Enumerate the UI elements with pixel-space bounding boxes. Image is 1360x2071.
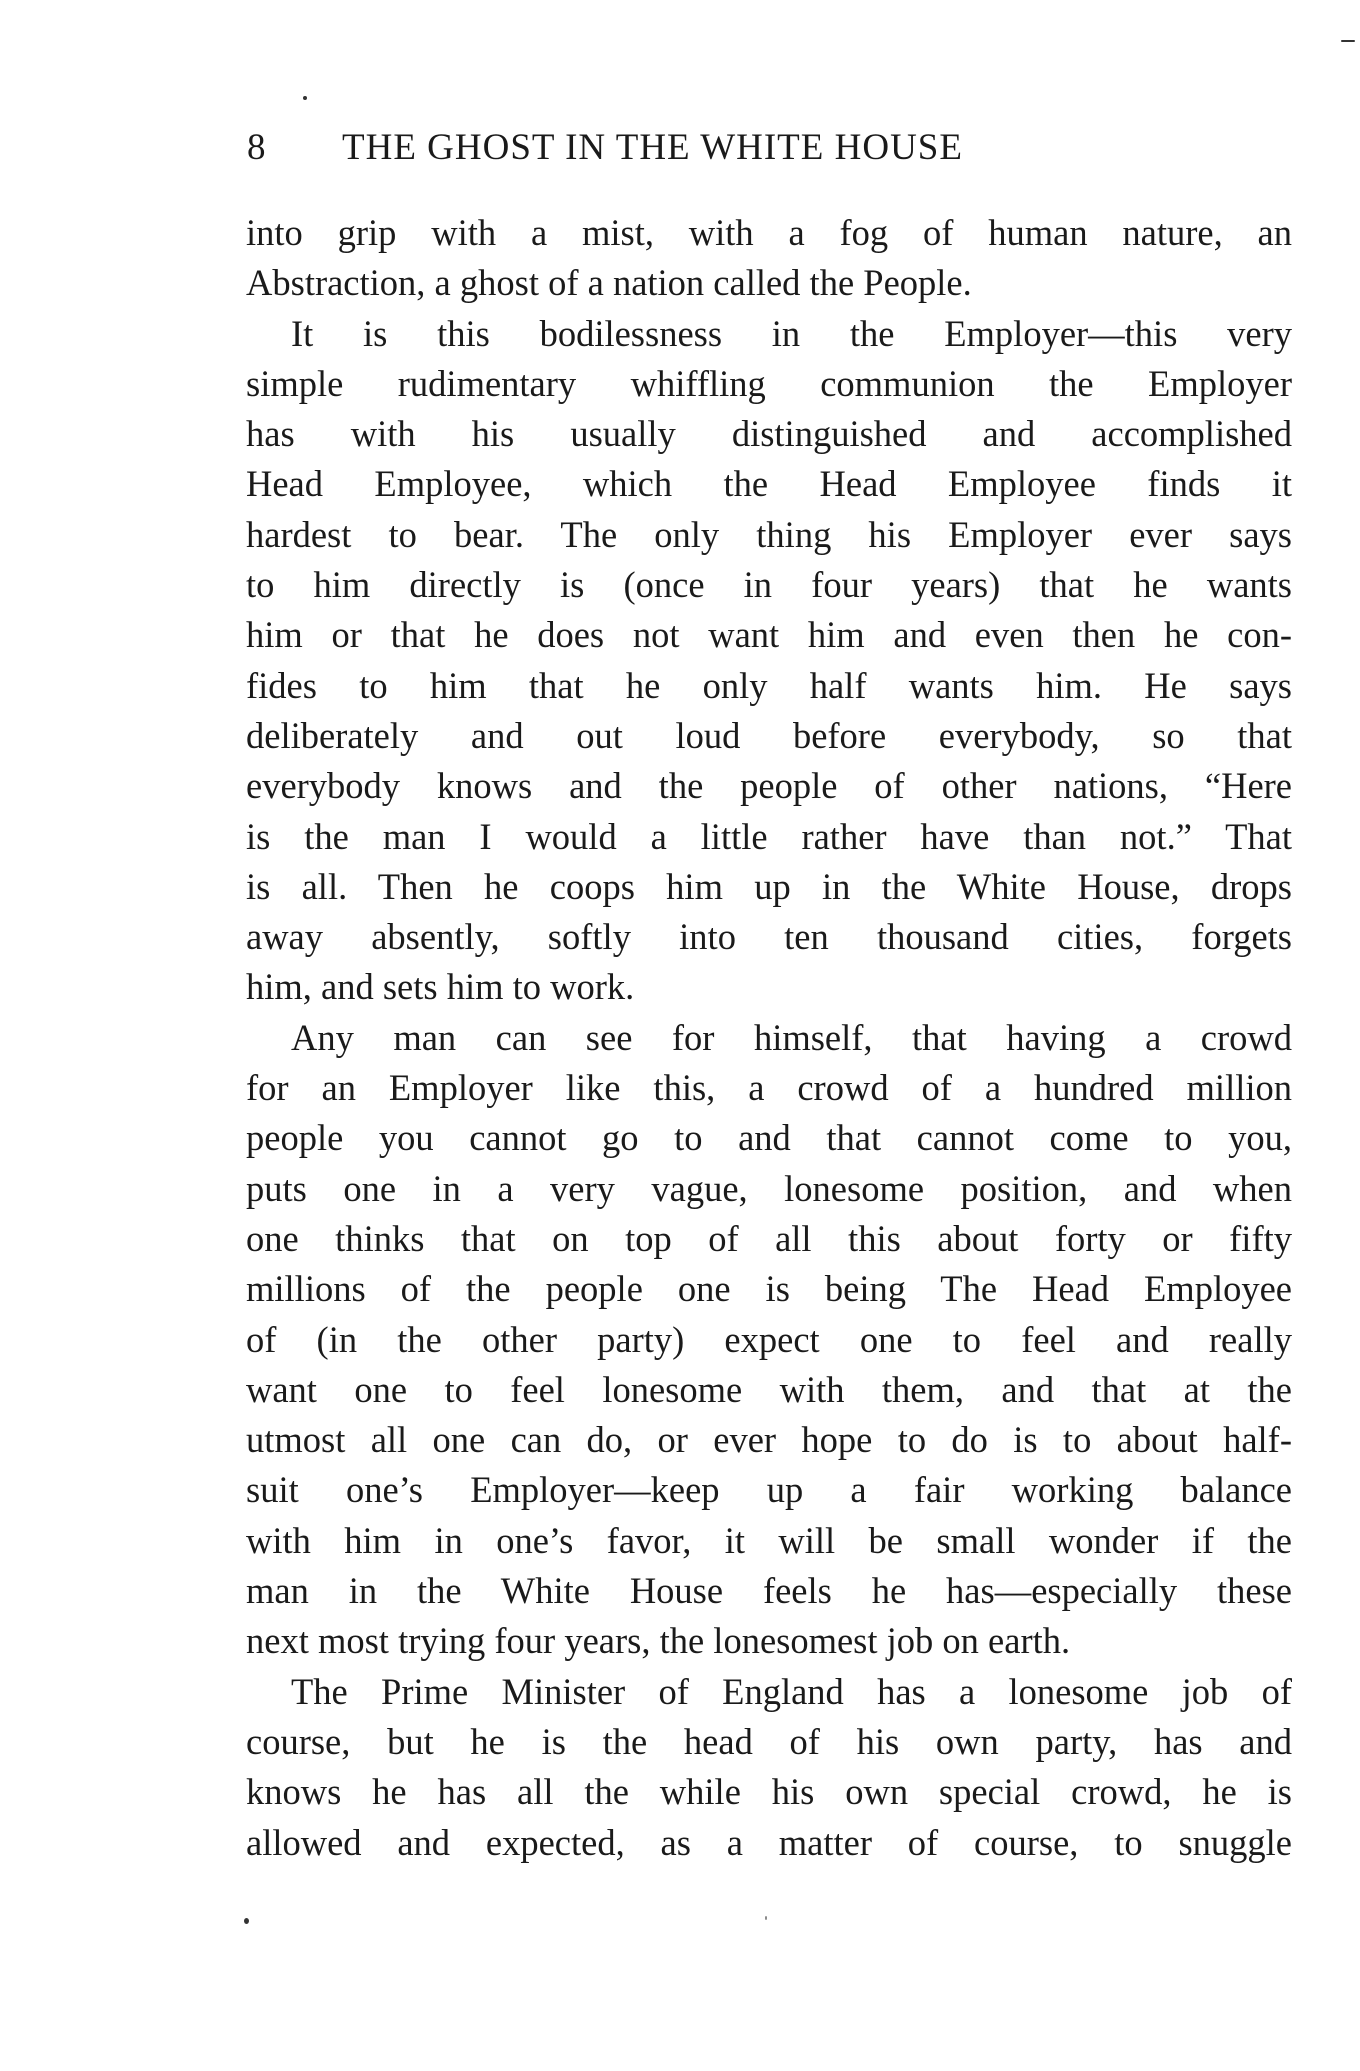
- text-line: man in the White House feels he has—especially these: [246, 1570, 1292, 1612]
- text-line: suit one’s Employer—keep up a fair working balance: [246, 1469, 1292, 1511]
- text-line: people you cannot go to and that cannot come to you,: [246, 1117, 1292, 1159]
- text-line: is the man I would a little rather have than not.” That: [246, 815, 1292, 857]
- running-title: THE GHOST IN THE WHITE HOUSE: [342, 127, 963, 168]
- text-line: into grip with a mist, with a fog of human nature, an: [246, 212, 1292, 253]
- paragraph-1: [246, 208, 1292, 309]
- text-line: Any man can see for himself, that having a crowd: [291, 1016, 1292, 1058]
- text-line: one thinks that on top of all this about forty or fifty: [246, 1217, 1292, 1259]
- text-line: want one to feel lonesome with them, and that at the: [246, 1368, 1292, 1410]
- text-line: deliberately and out loud before everybody, so that: [246, 714, 1292, 756]
- scan-speck: [303, 96, 307, 100]
- text-line: puts one in a very vague, lonesome position, and when: [246, 1167, 1292, 1209]
- paragraph-2: [246, 309, 1292, 1013]
- text-line: has with his usually distinguished and accomplished: [246, 413, 1292, 455]
- text-line: next most trying four years, the lonesomest job on earth.: [246, 1620, 1071, 1662]
- text-line: It is this bodilessness in the Employer—this very: [291, 312, 1292, 354]
- text-line: to him directly is (once in four years) that he wants: [246, 564, 1292, 606]
- running-head: [247, 126, 1289, 176]
- scan-speck: [244, 1918, 249, 1924]
- body-text: [246, 208, 1292, 1868]
- paragraph-4: [246, 1667, 1292, 1868]
- text-line: hardest to bear. The only thing his Employer ever says: [246, 513, 1292, 555]
- text-line: him or that he does not want him and even then he con-: [246, 614, 1292, 656]
- text-line: allowed and expected, as a matter of course, to snuggle: [246, 1821, 1292, 1863]
- text-line: millions of the people one is being The Head Employee: [246, 1268, 1292, 1310]
- text-line: The Prime Minister of England has a lonesome job of: [291, 1670, 1292, 1712]
- text-line: of (in the other party) expect one to feel and really: [246, 1318, 1292, 1360]
- text-line: for an Employer like this, a crowd of a hundred million: [246, 1067, 1292, 1109]
- scan-speck: [765, 1916, 767, 1920]
- text-line: everybody knows and the people of other nations, “Here: [246, 765, 1292, 807]
- text-line: away absently, softly into ten thousand cities, forgets: [246, 916, 1292, 958]
- paragraph-3: [246, 1013, 1292, 1667]
- text-line: is all. Then he coops him up in the White House, drops: [246, 865, 1292, 907]
- scan-speck: [1341, 40, 1355, 42]
- text-line: utmost all one can do, or ever hope to do is to about half-: [246, 1419, 1292, 1461]
- text-line: with him in one’s favor, it will be small wonder if the: [246, 1519, 1292, 1561]
- text-line: fides to him that he only half wants him. He says: [246, 664, 1292, 706]
- text-line: Abstraction, a ghost of a nation called the People.: [246, 262, 972, 304]
- text-line: knows he has all the while his own special crowd, he is: [246, 1771, 1292, 1813]
- text-line: simple rudimentary whiffling communion the Employer: [246, 362, 1292, 404]
- text-line: Head Employee, which the Head Employee finds it: [246, 463, 1292, 505]
- page-number: 8: [247, 127, 267, 168]
- text-line: course, but he is the head of his own party, has and: [246, 1720, 1292, 1762]
- text-line: him, and sets him to work.: [246, 966, 635, 1008]
